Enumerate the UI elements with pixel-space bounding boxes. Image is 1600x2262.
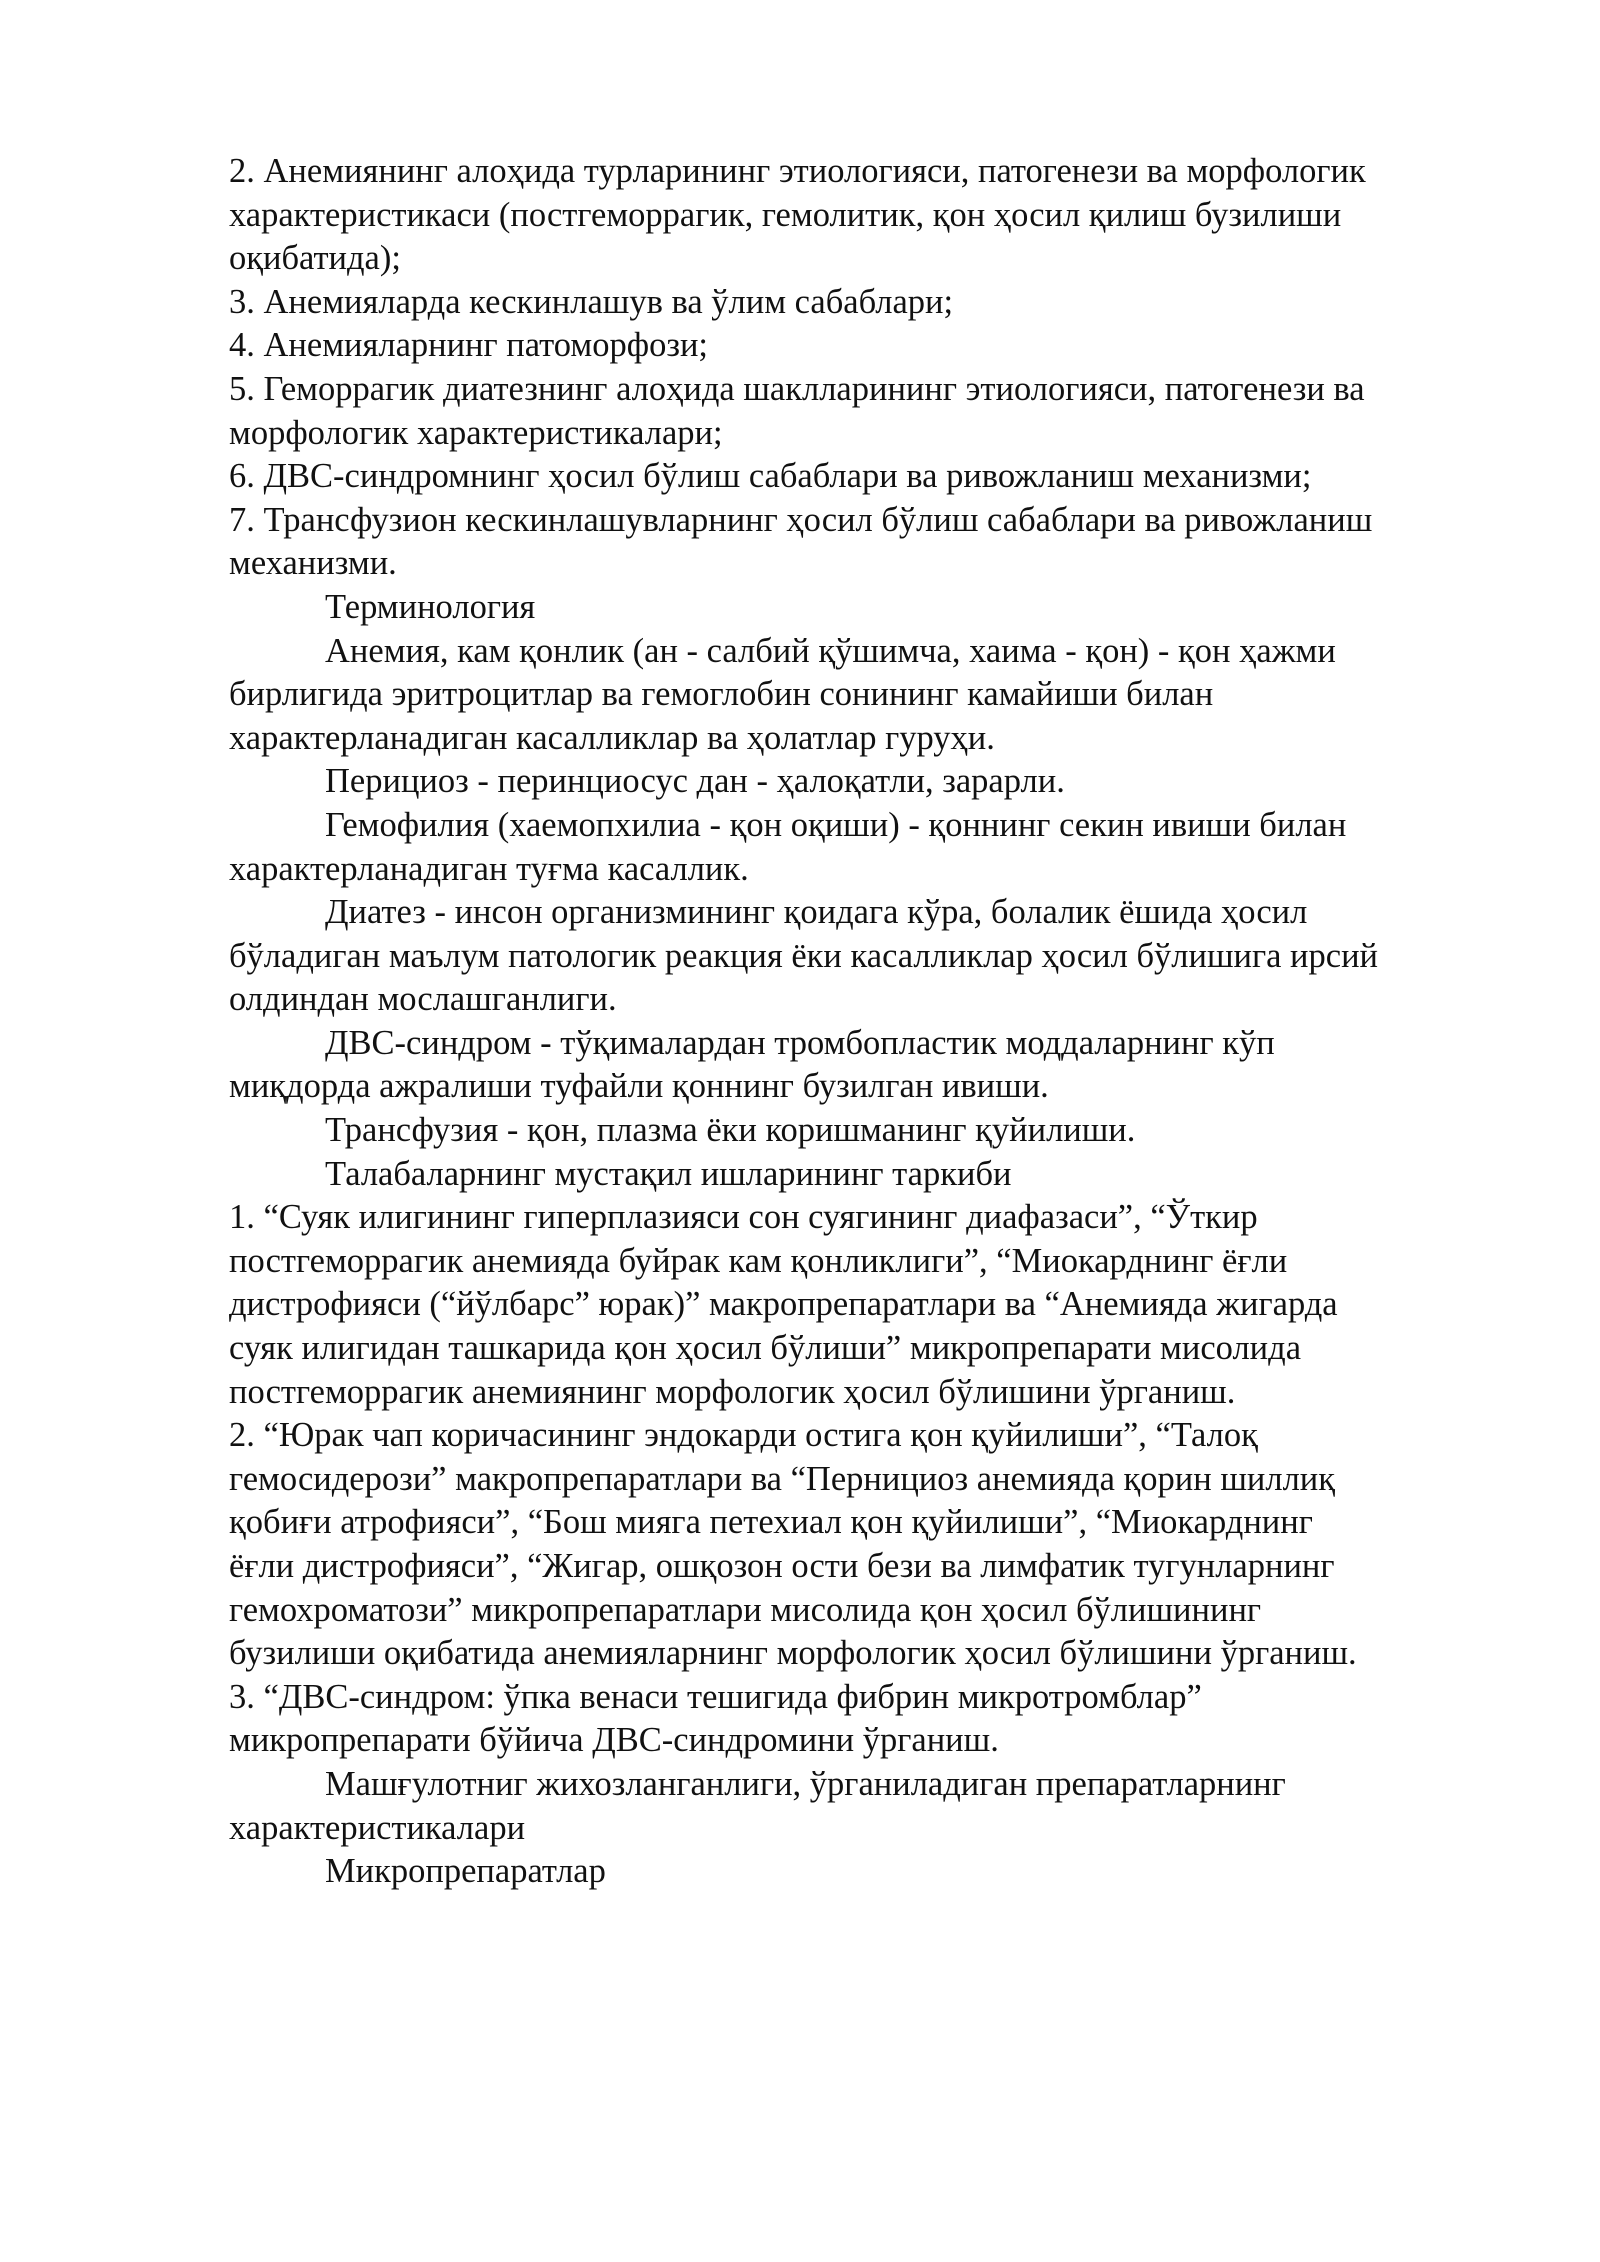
text-line: 3. “ДВС-синдром: ўпка венаси тешигида фибрин микротромблар” <box>229 1677 1202 1716</box>
text-line: бўладиган маълум патологик реакция ёки касалликлар ҳосил бўлишига ирсий <box>229 936 1379 975</box>
indented-text-line: Талабаларнинг мустақил ишларининг таркиби <box>325 1154 1012 1193</box>
text-line: 2. “Юрак чап коричасининг эндокарди остига қон қуйилиши”, “Талоқ <box>229 1416 1258 1455</box>
text-line: олдиндан мослашганлиги. <box>229 980 617 1019</box>
indented-text-line: Гемофилия (хаемопхилиа - қон оқиши) - қоннинг секин ивиши билан <box>325 805 1347 844</box>
text-line: микропрепарати бўйича ДВС-синдромини ўрганиш. <box>229 1721 999 1760</box>
text-line: қобиғи атрофияси”, “Бош мияга петехиал қон қуйилиши”, “Миокарднинг <box>229 1503 1313 1542</box>
indented-text-line: Перициоз - перинциосус дан - ҳалоқатли, зарарли. <box>325 762 1065 801</box>
text-line: 2. Анемиянинг алоҳида турларининг этиологияси, патогенези ва морфологик <box>229 152 1366 190</box>
text-line: постгеморрагик анемиянинг морфологик ҳосил бўлишини ўрганиш. <box>229 1372 1236 1411</box>
indented-text-line: Диатез - инсон организмининг қоидага кўра, болалик ёшида ҳосил <box>325 893 1308 932</box>
text-line: суяк илигидан ташкарида қон ҳосил бўлиши” микропрепарати мисолида <box>229 1329 1302 1368</box>
text-line: ёғли дистрофияси”, “Жигар, ошқозон ости бези ва лимфатик тугунларнинг <box>229 1547 1335 1585</box>
text-line: характеристикаси (постгеморрагик, гемолитик, қон ҳосил қилиш бузилиши <box>229 195 1342 234</box>
text-line: дистрофияси (“йўлбарс” юрак)” макропрепаратлари ва “Анемияда жигарда <box>229 1285 1338 1324</box>
text-line: бирлигида эритроцитлар ва гемоглобин сонининг камайиши билан <box>229 675 1214 714</box>
text-line: миқдорда ажралиши туфайли қоннинг бузилган ивиши. <box>229 1067 1049 1106</box>
text-line: 5. Геморрагик диатезнинг алоҳида шаклларининг этиологияси, патогенези ва <box>229 369 1365 408</box>
indented-text-line: Анемия, кам қонлик (ан - салбий қўшимча, хаима - қон) - қон ҳажми <box>325 631 1336 670</box>
indented-text-line: Трансфузия - қон, плазма ёки коришманинг қуйилиши. <box>325 1111 1136 1150</box>
indented-text-line: Машғулотниг жихозланганлиги, ўрганиладиган препаратларнинг <box>325 1764 1286 1803</box>
text-line: 4. Анемияларнинг патоморфози; <box>229 326 709 365</box>
text-line: 3. Анемияларда кескинлашув ва ўлим сабаблари; <box>229 282 954 321</box>
indented-text-line: Терминология <box>325 587 536 626</box>
text-line: 7. Трансфузион кескинлашувларнинг ҳосил бўлиш сабаблари ва ривожланиш <box>229 500 1373 539</box>
indented-text-line: ДВС-синдром - тўқималардан тромбопластик моддаларнинг кўп <box>325 1023 1275 1062</box>
text-line: характерланадиган касалликлар ва ҳолатлар гуруҳи. <box>229 718 995 757</box>
document-body <box>229 150 1529 1894</box>
text-line: оқибатида); <box>229 239 401 278</box>
text-line: 1. “Суяк илигининг гиперплазияси сон суягининг диафазаси”, “Ўткир <box>229 1198 1258 1237</box>
text-line: гемохроматози” микропрепаратлари мисолида қон ҳосил бўлишининг <box>229 1590 1262 1629</box>
text-line: механизми. <box>229 544 397 583</box>
text-line: характерланадиган туғма касаллик. <box>229 849 749 888</box>
text-line: 6. ДВС-синдромнинг ҳосил бўлиш сабаблари ва ривожланиш механизми; <box>229 457 1312 496</box>
text-line: гемосидерози” макропрепаратлари ва “Пернициоз анемияда қорин шиллиқ <box>229 1459 1336 1498</box>
text-line: постгеморрагик анемияда буйрак кам қонликлиги”, “Миокарднинг ёғли <box>229 1241 1288 1280</box>
text-line: морфологик характеристикалари; <box>229 413 723 452</box>
text-line: бузилиши оқибатида анемияларнинг морфологик ҳосил бўлишини ўрганиш. <box>229 1634 1357 1673</box>
indented-text-line: Микропрепаратлар <box>325 1852 606 1891</box>
text-line: характеристикалари <box>229 1808 526 1847</box>
